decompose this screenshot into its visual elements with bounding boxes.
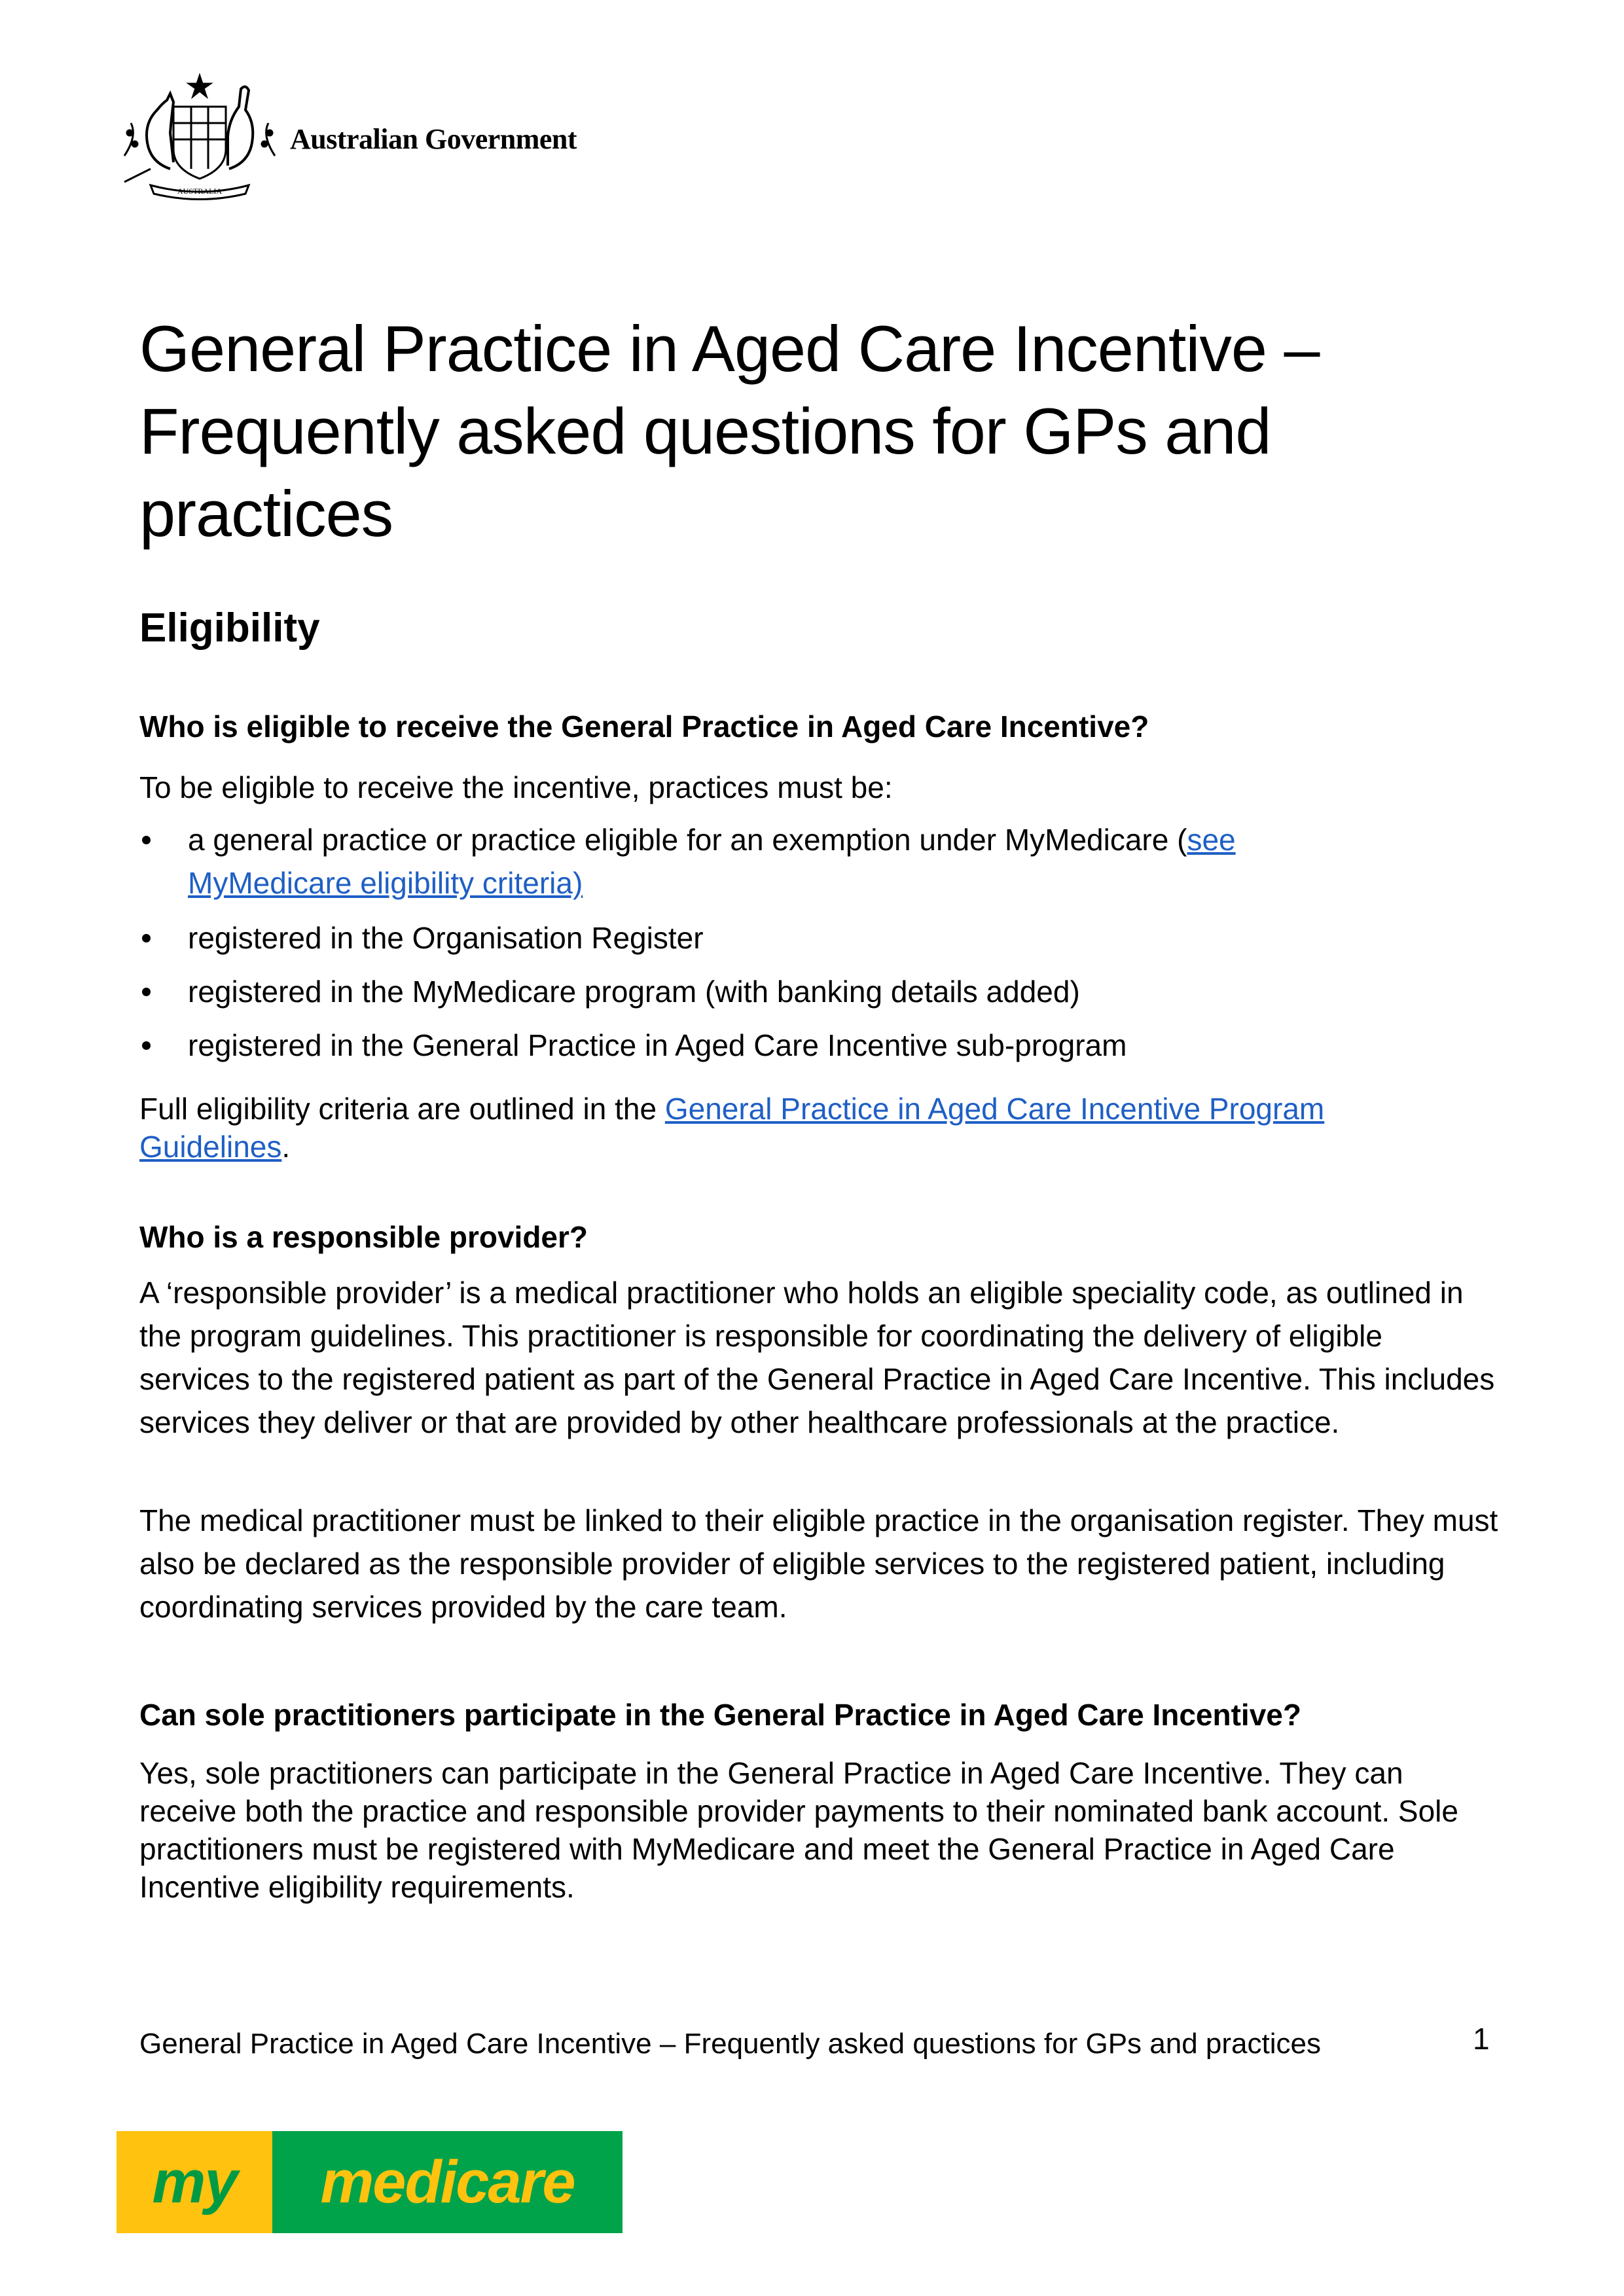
list-item — [139, 1024, 1514, 1067]
question-sole-practitioners: Can sole practitioners participate in the General Practice in Aged Care Incentive? — [139, 1698, 1301, 1732]
page-number: 1 — [1473, 2022, 1490, 2056]
coat-of-arms-icon — [111, 71, 288, 202]
svg-text:AUSTRALIA: AUSTRALIA — [177, 187, 222, 196]
government-name: Australian Government — [290, 123, 577, 155]
mymedicare-eligibility-link[interactable]: see — [1187, 823, 1236, 857]
bullet-text: registered in the General Practice in Aged Care Incentive sub-program — [188, 1028, 1127, 1062]
bullet-text: a general practice or practice eligible for an exemption under MyMedicare ( — [188, 823, 1187, 857]
question-eligibility: Who is eligible to receive the General Practice in Aged Care Incentive? — [139, 709, 1149, 744]
logo-my: my — [117, 2131, 272, 2233]
list-item — [139, 818, 1514, 905]
program-guidelines-link-cont[interactable]: Guidelines — [139, 1130, 282, 1164]
program-guidelines-link[interactable]: General Practice in Aged Care Incentive Program — [664, 1092, 1325, 1126]
bullet-icon — [142, 934, 151, 942]
bullet-icon — [142, 836, 151, 844]
section-heading: Eligibility — [139, 605, 320, 651]
bullet-text: registered in the Organisation Register — [188, 921, 704, 955]
footer-text: General Practice in Aged Care Incentive – Frequently asked questions for GPs and practices — [139, 2028, 1321, 2060]
list-item — [139, 970, 1514, 1013]
page-title: General Practice in Aged Care Incentive – Frequently asked questions for GPs and practices — [139, 312, 1320, 550]
bullet-icon — [142, 988, 151, 996]
responsible-provider-para1: A ‘responsible provider’ is a medical practitioner who holds an eligible speciality code, as outlined in the program guidelines. This practitioner is responsible for coordinating the delivery of eligible services to the registered patient as part of the General Practice in Aged Care Incentive. This includes services they deliver or that are provided by other healthcare professionals at the practice. — [139, 1276, 1495, 1439]
responsible-provider-para2: The medical practitioner must be linked to their eligible practice in the organisation register. They must also be declared as the responsible provider of eligible services to the registered patient, including coordinating services provided by the care team. — [139, 1503, 1498, 1624]
list-item — [139, 916, 1514, 960]
bullet-text: registered in the MyMedicare program (with banking details added) — [188, 975, 1080, 1009]
bullet-icon — [142, 1041, 151, 1050]
eligibility-intro: To be eligible to receive the incentive, practices must be: — [139, 770, 893, 804]
logo-medicare: medicare — [272, 2131, 623, 2233]
question-responsible-provider: Who is a responsible provider? — [139, 1220, 588, 1254]
mymedicare-eligibility-link-cont[interactable]: MyMedicare eligibility criteria) — [188, 866, 583, 900]
full-criteria-paragraph — [139, 1090, 1514, 1166]
full-criteria-prefix: Full eligibility criteria are outlined in the — [139, 1092, 665, 1126]
sole-practitioners-para: Yes, sole practitioners can participate in the General Practice in Aged Care Incentive. They can receive both the practice and responsible provider payments to their nominated bank account. Sole practitioners must be registered with MyMedicare and meet the General Practice in Aged Care Incentive eligibility requirements. — [139, 1756, 1458, 1904]
full-criteria-suffix: . — [281, 1130, 291, 1164]
mymedicare-logo — [117, 2131, 623, 2233]
